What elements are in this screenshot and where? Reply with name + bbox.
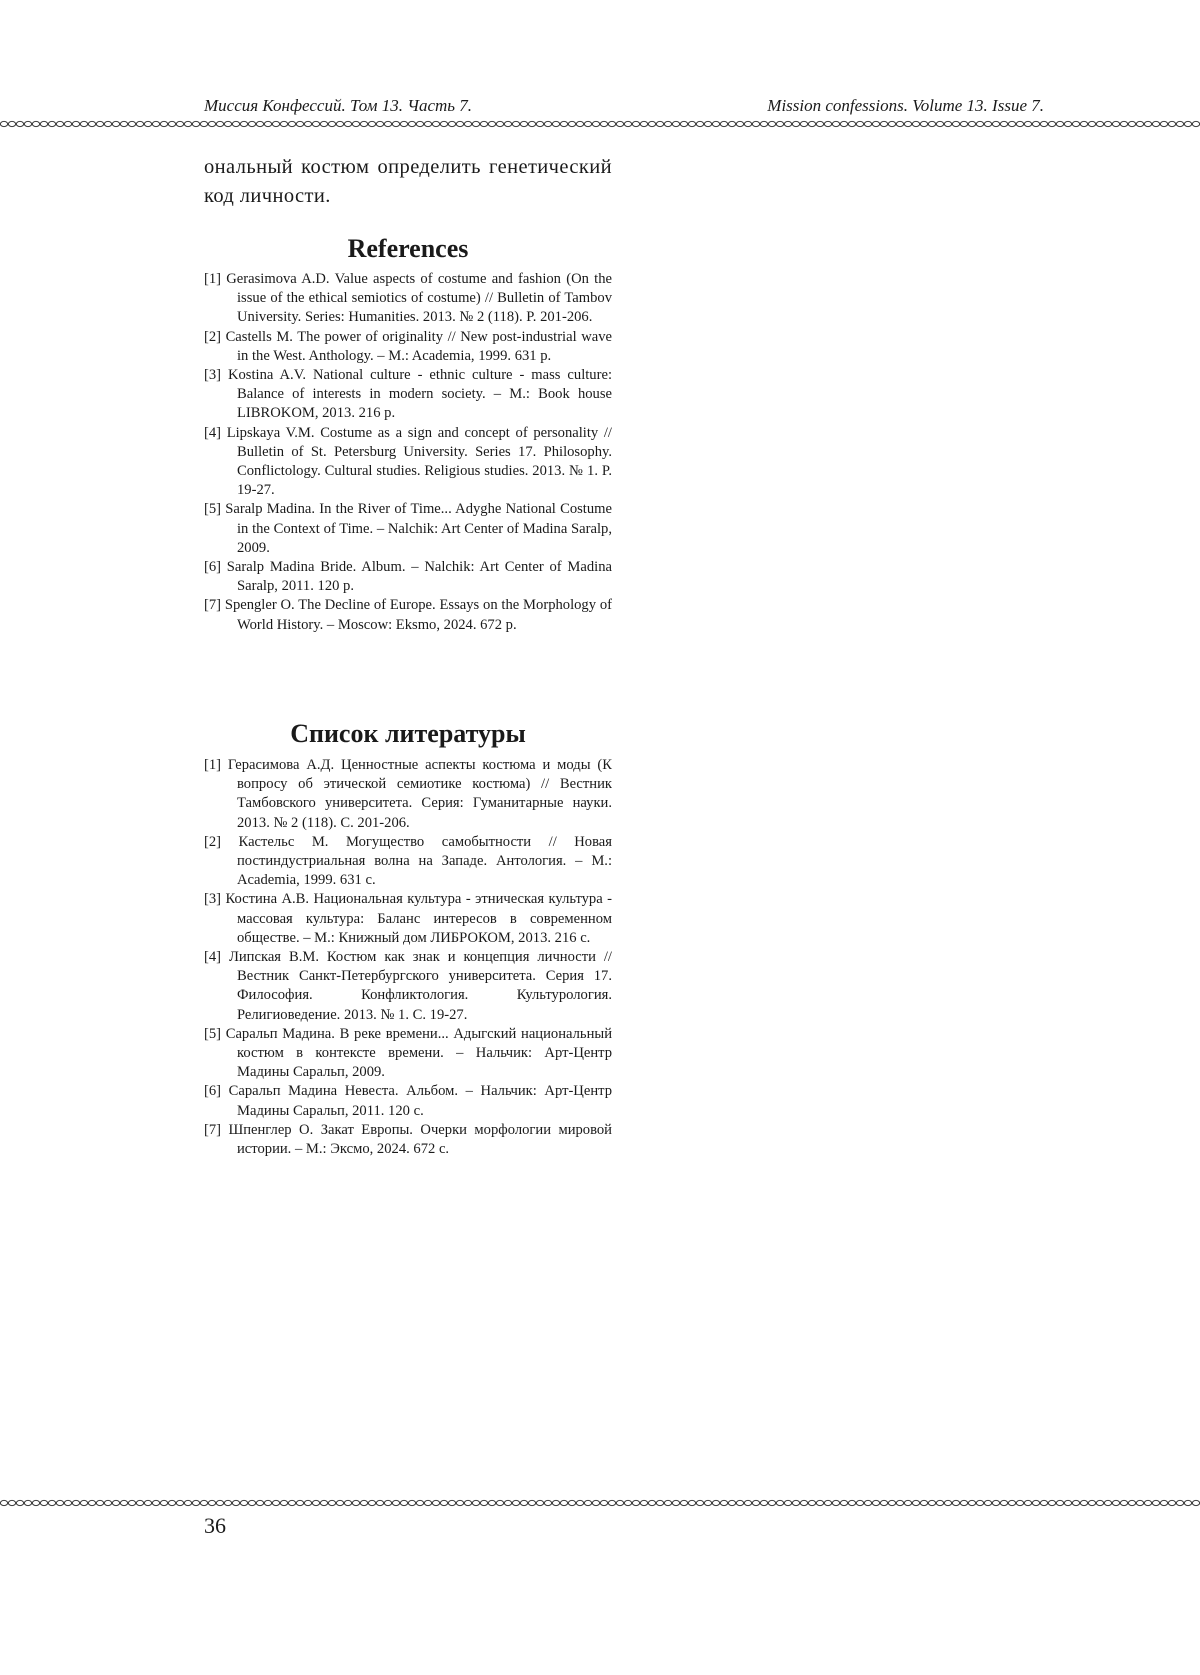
reference-item: [1] Gerasimova A.D. Value aspects of costume and fashion (On the issue of the ethical semiotics of costume) // Bulletin of Tambov University. Series: Humanities. 2013. № 2 (118). P. 201-206.	[204, 271, 612, 326]
bottom-ornamental-border	[0, 1498, 1200, 1508]
reference-item: [4] Липская В.М. Костюм как знак и концепция личности // Вестник Санкт-Петербургского университета. Серия 17. Философия. Конфликтология. Культурология. Религиоведение. 2013. № 1. С. 19-27.	[204, 949, 612, 1023]
reference-item: [1] Герасимова А.Д. Ценностные аспекты костюма и моды (К вопросу об этической семиотике костюма) // Вестник Тамбовского университета. Серия: Гуманитарные науки. 2013. № 2 (118). С. 201-206.	[204, 757, 612, 831]
page-number: 36	[204, 1513, 226, 1538]
reference-item: [7] Spengler O. The Decline of Europe. Essays on the Morphology of World History. – Moscow: Eksmo, 2024. 672 p.	[204, 597, 612, 633]
reference-item: [6] Саральп Мадина Невеста. Альбом. – Нальчик: Арт-Центр Мадины Саральп, 2011. 120 с.	[204, 1083, 612, 1119]
references-list-en	[204, 270, 612, 635]
reference-item: [4] Lipskaya V.M. Costume as a sign and concept of personality // Bulletin of St. Petersburg University. Series 17. Philosophy. Conflictology. Cultural studies. Religious studies. 2013. № 1. P. 19-27.	[204, 424, 612, 499]
references-heading: References	[347, 234, 469, 263]
reference-item: [7] Шпенглер О. Закат Европы. Очерки морфологии мировой истории. – М.: Эксмо, 2024. 672 с.	[204, 1121, 612, 1158]
header-journal-title-ru: Миссия Конфессий. Том 13. Часть 7.	[204, 96, 473, 115]
reference-item: [2] Кастельс М. Могущество самобытности // Новая постиндустриальная волна на Западе. Антология. – М.: Academia, 1999. 631 с.	[204, 833, 612, 889]
references-list-ru	[204, 756, 612, 1159]
reference-item: [3] Kostina A.V. National culture - ethnic culture - mass culture: Balance of interests in modern society. – M.: Book house LIBROKOM, 2013. 216 p.	[204, 367, 612, 422]
reference-item: [5] Saralp Madina. In the River of Time... Adyghe National Costume in the Context of Time. – Nalchik: Art Center of Madina Saralp, 2009.	[204, 501, 612, 556]
top-ornamental-border	[0, 119, 1200, 129]
references-heading-ru: Список литературы	[290, 719, 526, 748]
reference-item: [2] Castells M. The power of originality // New post-industrial wave in the West. Anthology. – M.: Academia, 1999. 631 p.	[204, 328, 612, 364]
running-header	[204, 96, 1044, 120]
body-continuation-text: ональный костюм определить генетический код личности.	[204, 156, 612, 207]
reference-item: [6] Saralp Madina Bride. Album. – Nalchik: Art Center of Madina Saralp, 2011. 120 p.	[204, 559, 612, 595]
reference-item: [5] Саральп Мадина. В реке времени... Адыгский национальный костюм в контексте времени. – Нальчик: Арт-Центр Мадины Саральп, 2009.	[204, 1025, 612, 1081]
reference-item: [3] Костина А.В. Национальная культура - этническая культура - массовая культура: Баланс интересов в современном обществе. – М.: Книжный дом ЛИБРОКОМ, 2013. 216 с.	[204, 891, 612, 946]
header-journal-title-en: Mission confessions. Volume 13. Issue 7.	[767, 96, 1044, 115]
